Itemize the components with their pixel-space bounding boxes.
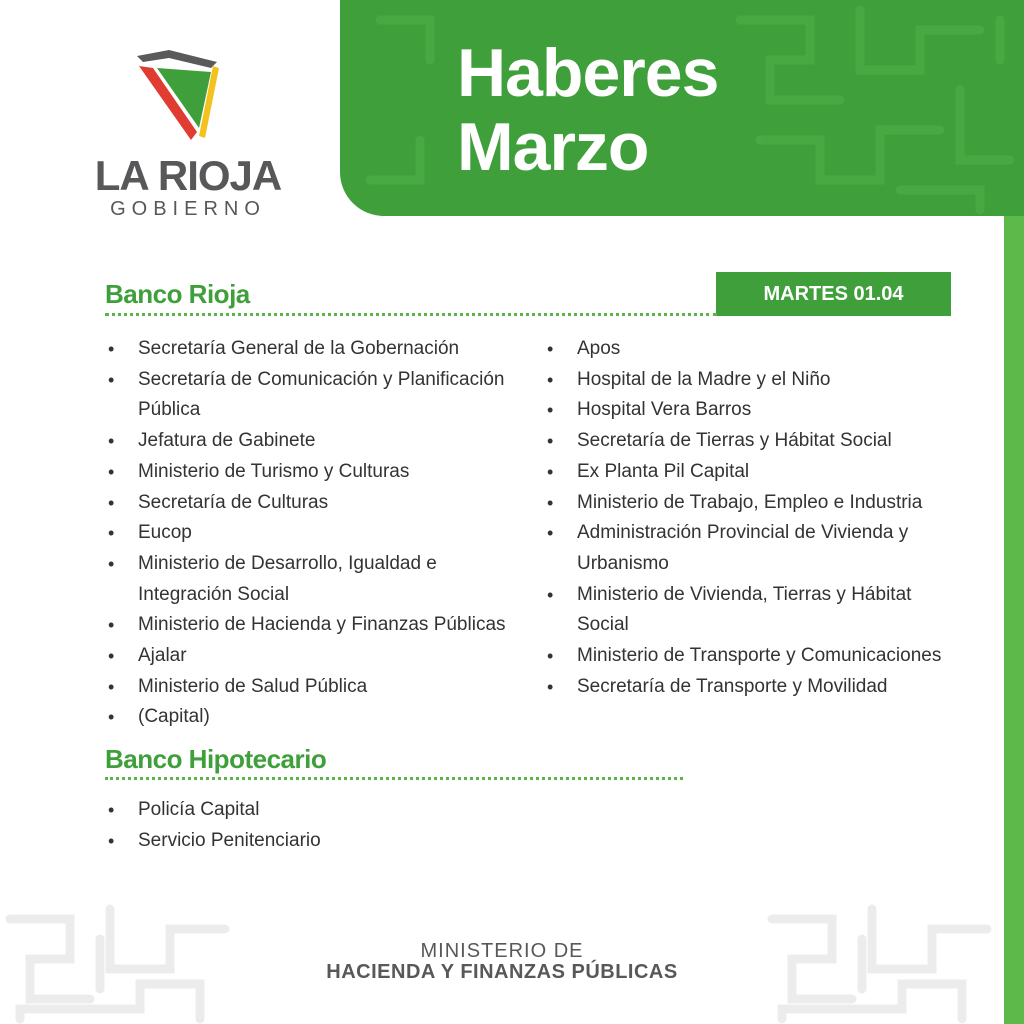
list-item: • (Capital)	[105, 702, 525, 733]
logo-subtitle: GOBIERNO	[110, 198, 266, 220]
list-item: • Hospital Vera Barros	[544, 395, 954, 426]
list-item: • Secretaría de Comunicación y Planificación Pública	[105, 365, 525, 426]
banco-rioja-list-left	[105, 334, 525, 733]
list-item: • Ministerio de Salud Pública	[105, 672, 525, 703]
date-badge: MARTES 01.04	[716, 272, 951, 316]
list-item: • Servicio Penitenciario	[105, 826, 525, 857]
list-item: • Ministerio de Transporte y Comunicaciones	[544, 641, 954, 672]
banco-hipotecario-list	[105, 795, 525, 856]
footer-ministry	[0, 940, 1004, 984]
list-item: • Ex Planta Pil Capital	[544, 457, 954, 488]
list-item: • Ministerio de Hacienda y Finanzas Públicas	[105, 610, 525, 641]
list-item: • Ministerio de Desarrollo, Igualdad e Integración Social	[105, 549, 525, 610]
header-band	[340, 0, 1024, 216]
banco-rioja-divider	[105, 313, 717, 316]
banco-rioja-list-right	[544, 334, 954, 702]
banco-hipotecario-divider	[105, 777, 683, 780]
list-item: • Secretaría de Transporte y Movilidad	[544, 672, 954, 703]
list-item: • Policía Capital	[105, 795, 525, 826]
list-item: • Administración Provincial de Vivienda y Urbanismo	[544, 518, 954, 579]
logo-name: LA RIOJA	[94, 152, 282, 199]
list-item: • Jefatura de Gabinete	[105, 426, 525, 457]
banco-rioja-heading: Banco Rioja	[105, 279, 250, 309]
footer-line-2: HACIENDA Y FINANZAS PÚBLICAS	[326, 961, 678, 983]
list-item: • Apos	[544, 334, 954, 365]
list-item: • Eucop	[105, 518, 525, 549]
title-line-2: Marzo	[457, 109, 649, 185]
la-rioja-emblem-icon	[133, 46, 221, 142]
list-item: • Secretaría de Culturas	[105, 488, 525, 519]
title-line-1: Haberes	[457, 35, 719, 111]
footer-line-1: MINISTERIO DE	[420, 940, 584, 962]
list-item: • Ministerio de Turismo y Culturas	[105, 457, 525, 488]
list-item: • Ministerio de Vivienda, Tierras y Hábitat Social	[544, 580, 954, 641]
list-item: • Ministerio de Trabajo, Empleo e Industria	[544, 488, 954, 519]
right-accent-strip	[1004, 215, 1024, 1024]
list-item: • Ajalar	[105, 641, 525, 672]
list-item: • Hospital de la Madre y el Niño	[544, 365, 954, 396]
la-rioja-logo	[78, 40, 288, 230]
list-item: • Secretaría de Tierras y Hábitat Social	[544, 426, 954, 457]
list-item: • Secretaría General de la Gobernación	[105, 334, 525, 365]
banco-hipotecario-heading: Banco Hipotecario	[105, 744, 327, 774]
page-title	[457, 36, 718, 184]
